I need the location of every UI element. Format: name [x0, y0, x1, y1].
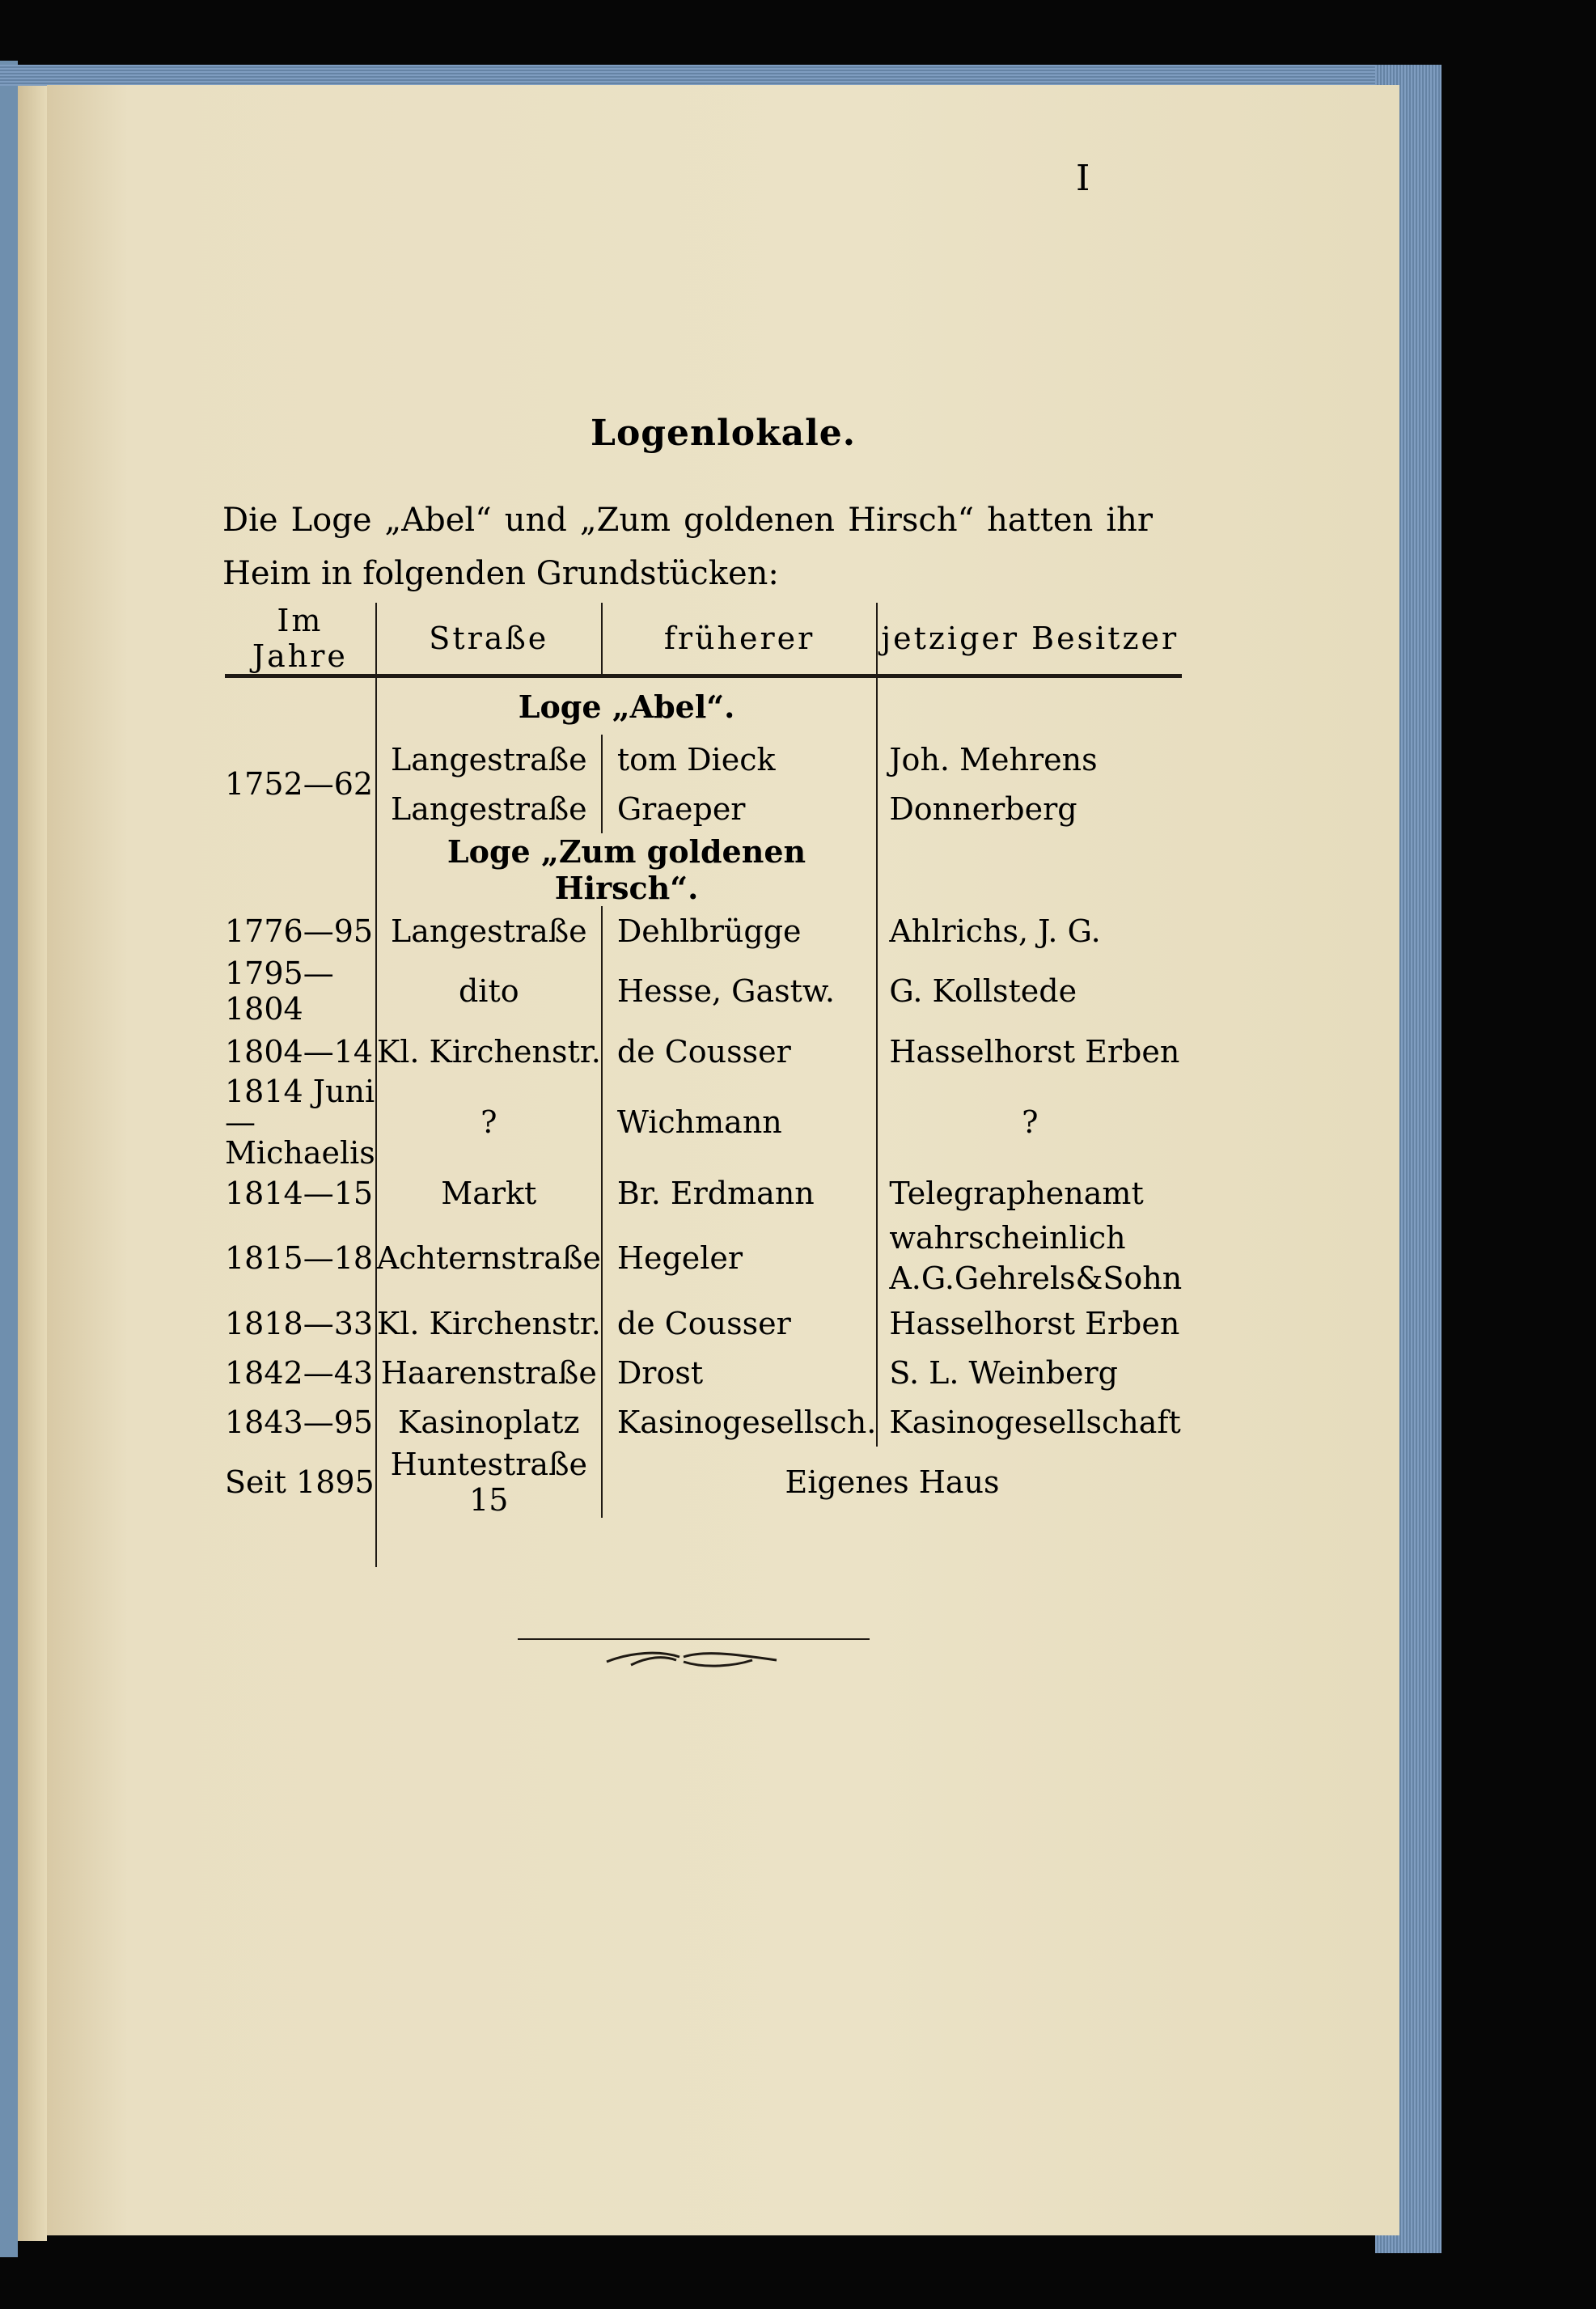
cell-current-owner: S. L. Weinberg [877, 1348, 1182, 1397]
cell-year: 1795—1804 [225, 955, 334, 1027]
cell-current-owner: Telegraphenamt [877, 1168, 1182, 1218]
cell-current-owner: Hasselhorst Erben [877, 1027, 1182, 1076]
table-row [225, 1218, 1182, 1299]
cell-street: Huntestraße 15 [376, 1447, 602, 1518]
table-row [225, 1447, 1182, 1518]
cell-street: ? [376, 1076, 602, 1168]
left-cover-edge [0, 61, 18, 2257]
cell-year: 1843—95 [225, 1404, 374, 1440]
cell-street: Kl. Kirchenstr. [376, 1299, 602, 1348]
header-current-owner: jetziger Besitzer [877, 603, 1182, 676]
cell-year: 1814 Juni—Michaelis [225, 1074, 375, 1171]
cell-street: Langestraße [376, 906, 602, 955]
cell-current-owner: ? [877, 1076, 1182, 1168]
cell-year: 1804—14 [225, 1033, 374, 1070]
cell-street: Haarenstraße [376, 1348, 602, 1397]
cell-former-owner: tom Dieck [602, 735, 878, 784]
page-number: I [1076, 158, 1090, 199]
cell-former-owner: Hegeler [602, 1218, 878, 1299]
cell-year: 1815—18 [225, 1240, 374, 1276]
cell-current-owner: wahrscheinlich A.G.Gehrels&Sohn [877, 1218, 1182, 1299]
cell-former-owner: de Cousser [602, 1299, 878, 1348]
cell-former-owner: Hesse, Gastw. [602, 955, 878, 1027]
section-heading-row [225, 833, 1182, 906]
cell-former-owner: Drost [602, 1348, 878, 1397]
table-row [225, 1299, 1182, 1348]
cell-former-owner: Graeper [602, 784, 878, 833]
cell-current-owner: Joh. Mehrens [877, 735, 1182, 784]
header-former-owner: früherer [602, 603, 878, 676]
cell-year: 1752—62 [225, 766, 374, 802]
cell-street: Markt [376, 1168, 602, 1218]
cell-street: Langestraße [376, 784, 602, 833]
cell-current-owner: Kasinogesellschaft [877, 1397, 1182, 1447]
left-page-edge [18, 73, 47, 2241]
cell-street: Langestraße [376, 735, 602, 784]
ornament-divider-icon [518, 1636, 870, 1676]
cell-current-owner: Donnerberg [877, 784, 1182, 833]
cell-year: 1814—15 [225, 1175, 374, 1211]
cell-street: Kasinoplatz [376, 1397, 602, 1447]
table-row [225, 1076, 1182, 1168]
header-year: Im Jahre [225, 603, 376, 676]
cell-year: Seit 1895 [225, 1464, 375, 1500]
header-street: Straße [376, 603, 602, 676]
cell-former-owner: Kasinogesellsch. [602, 1397, 878, 1447]
cell-street: Kl. Kirchenstr. [376, 1027, 602, 1076]
table-header-row [225, 603, 1182, 676]
cell-year: 1776—95 [225, 913, 374, 949]
table-row [225, 1397, 1182, 1447]
cell-former-owner: Wichmann [602, 1076, 878, 1168]
cell-former-owner: Dehlbrügge [602, 906, 878, 955]
section-heading: Loge „Abel“. [376, 676, 878, 735]
table-row [225, 1348, 1182, 1397]
table-row [225, 955, 1182, 1027]
cell-year: 1818—33 [225, 1305, 374, 1341]
table-row [225, 1027, 1182, 1076]
cell-current-owner: Hasselhorst Erben [877, 1299, 1182, 1348]
section-heading-row [225, 676, 1182, 735]
cell-street: dito [376, 955, 602, 1027]
cell-owner-merged: Eigenes Haus [602, 1447, 1182, 1518]
cover-top-edge [0, 65, 1441, 86]
table-row [225, 1168, 1182, 1218]
table-row [225, 906, 1182, 955]
cell-former-owner: de Cousser [602, 1027, 878, 1076]
cell-current-owner: Ahlrichs, J. G. [877, 906, 1182, 955]
lodge-locations-table [225, 603, 1182, 1567]
cell-former-owner: Br. Erdmann [602, 1168, 878, 1218]
intro-paragraph: Die Loge „Abel“ und „Zum goldenen Hirsch“ hatten ihr Heim in folgenden Grundstücken: [222, 502, 1153, 592]
cell-current-owner: G. Kollstede [877, 955, 1182, 1027]
table-row [225, 735, 1182, 784]
cell-street: Achternstraße [376, 1218, 602, 1299]
cell-year: 1842—43 [225, 1354, 374, 1391]
page-title: Logenlokale. [591, 413, 857, 454]
section-heading: Loge „Zum goldenen Hirsch“. [376, 833, 878, 906]
